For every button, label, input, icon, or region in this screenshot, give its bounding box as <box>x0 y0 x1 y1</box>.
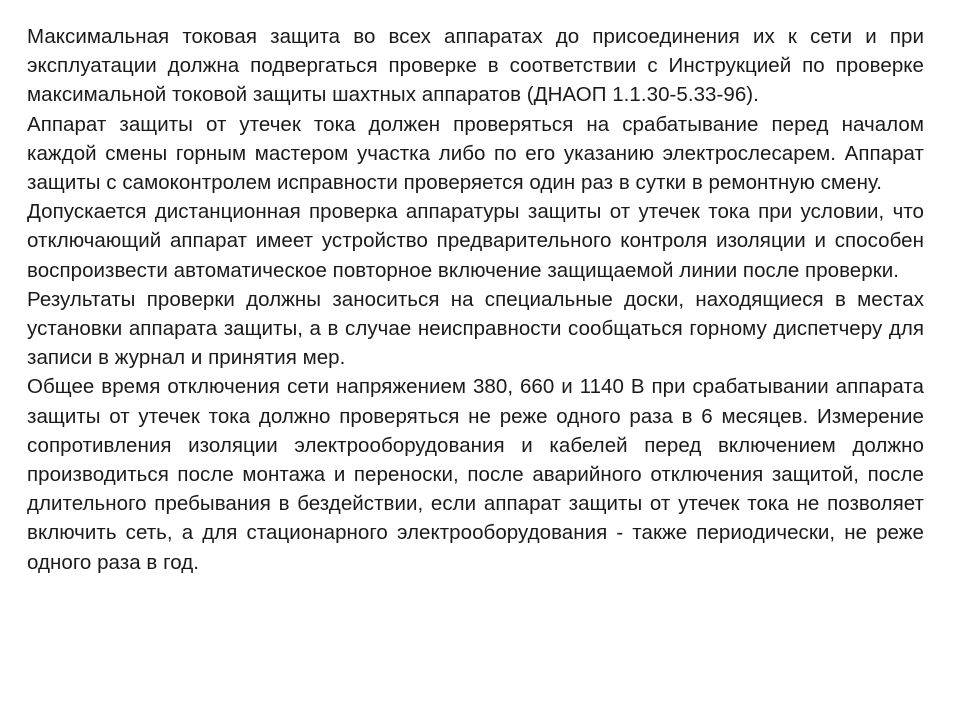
paragraph-disconnection-time: Общее время отключения сети напряжением 380, 660 и 1140 В при срабатывании аппарата защиты от утечек тока должно проверяться не реже одного раза в 6 месяцев. Измерение сопротивления изоляции электрооборудования и кабелей перед включением должно производиться после монтажа и переноски, после аварийного отключения защитой, после длительного пребывания в бездействии, если аппарат защиты от утечек тока не позволяет включить сеть, а для стационарного электрооборудования - также периодически, не реже одного раза в год. <box>27 375 924 574</box>
paragraph-leakage-protection-check: Аппарат защиты от утечек тока должен проверяться на срабатывание перед началом каждой смены горным мастером участка либо по его указанию электрослесарем. Аппарат защиты с самоконтролем исправности проверяется один раз в сутки в ремонтную смену. <box>27 112 924 195</box>
paragraph-check-results: Результаты проверки должны заноситься на специальные доски, находящиеся в местах установки аппарата защиты, а в случае неисправности сообщаться горному диспетчеру для записи в журнал и принятия мер. <box>27 287 924 370</box>
paragraph-remote-check: Допускается дистанционная проверка аппаратуры защиты от утечек тока при условии, что отключающий аппарат имеет устройство предварительного контроля изоляции и способен воспроизвести автоматическое повторное включение защищаемой линии после проверки. <box>27 200 924 282</box>
paragraph-max-current-protection: Максимальная токовая защита во всех аппаратах до присоединения их к сети и при эксплуатации должна подвергаться проверке в соответствии с Инструкцией по проверке максимальной токовой защиты шахтных аппаратов (ДНАОП 1.1.30-5.33-96). <box>27 25 924 107</box>
